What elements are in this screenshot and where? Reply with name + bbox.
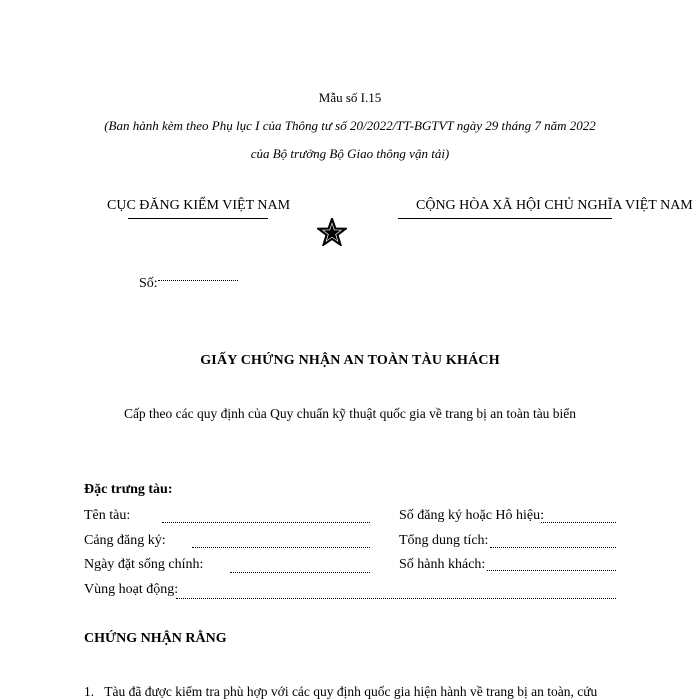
ship-name-blank bbox=[162, 522, 370, 523]
republic-underline bbox=[398, 218, 612, 219]
keel-date-label: Ngày đặt sống chính: bbox=[84, 557, 204, 572]
agency-name: CỤC ĐĂNG KIỂM VIỆT NAM bbox=[107, 198, 291, 213]
certificate-title: GIẤY CHỨNG NHẬN AN TOÀN TÀU KHÁCH bbox=[200, 353, 500, 368]
number-label: Số: bbox=[139, 276, 158, 291]
operating-area-label: Vùng hoạt động: bbox=[84, 582, 179, 597]
port-blank bbox=[192, 547, 370, 548]
republic-name: CỘNG HÒA XÃ HỘI CHỦ NGHĨA VIỆT NAM bbox=[416, 198, 693, 213]
star-emblem-icon bbox=[317, 218, 347, 246]
registration-label: Số đăng ký hoặc Hô hiệu: bbox=[399, 508, 545, 523]
certify-item-1 bbox=[84, 684, 597, 700]
ship-name-label: Tên tàu: bbox=[84, 508, 131, 523]
registration-blank bbox=[541, 522, 616, 523]
item-text: Tàu đã được kiểm tra phù hợp với các quy định quốc gia hiện hành về trang bị an toàn, cứu bbox=[104, 684, 598, 699]
gross-tonnage-label: Tổng dung tích: bbox=[399, 533, 489, 548]
certify-heading: CHỨNG NHẬN RẰNG bbox=[84, 631, 227, 646]
issued-note-line1: (Ban hành kèm theo Phụ lục I của Thông tư số 20/2022/TT-BGTVT ngày 29 tháng 7 năm 2022 bbox=[104, 118, 596, 133]
certificate-number bbox=[139, 276, 238, 292]
form-number: Mẫu số I.15 bbox=[318, 90, 382, 105]
gross-tonnage-blank bbox=[490, 547, 616, 548]
issued-note-line2: của Bộ trưởng Bộ Giao thông vận tải) bbox=[250, 146, 450, 161]
agency-underline bbox=[128, 218, 268, 219]
ship-particulars-heading: Đặc trưng tàu: bbox=[84, 482, 173, 497]
keel-date-blank bbox=[230, 572, 370, 573]
port-label: Cảng đăng ký: bbox=[84, 533, 166, 548]
number-blank bbox=[158, 280, 238, 281]
operating-area-blank bbox=[176, 598, 616, 599]
passengers-label: Số hành khách: bbox=[399, 557, 486, 572]
passengers-blank bbox=[487, 570, 616, 571]
certificate-basis: Cấp theo các quy định của Quy chuẩn kỹ thuật quốc gia về trang bị an toàn tàu biển bbox=[123, 406, 577, 421]
item-number: 1. bbox=[84, 684, 95, 699]
